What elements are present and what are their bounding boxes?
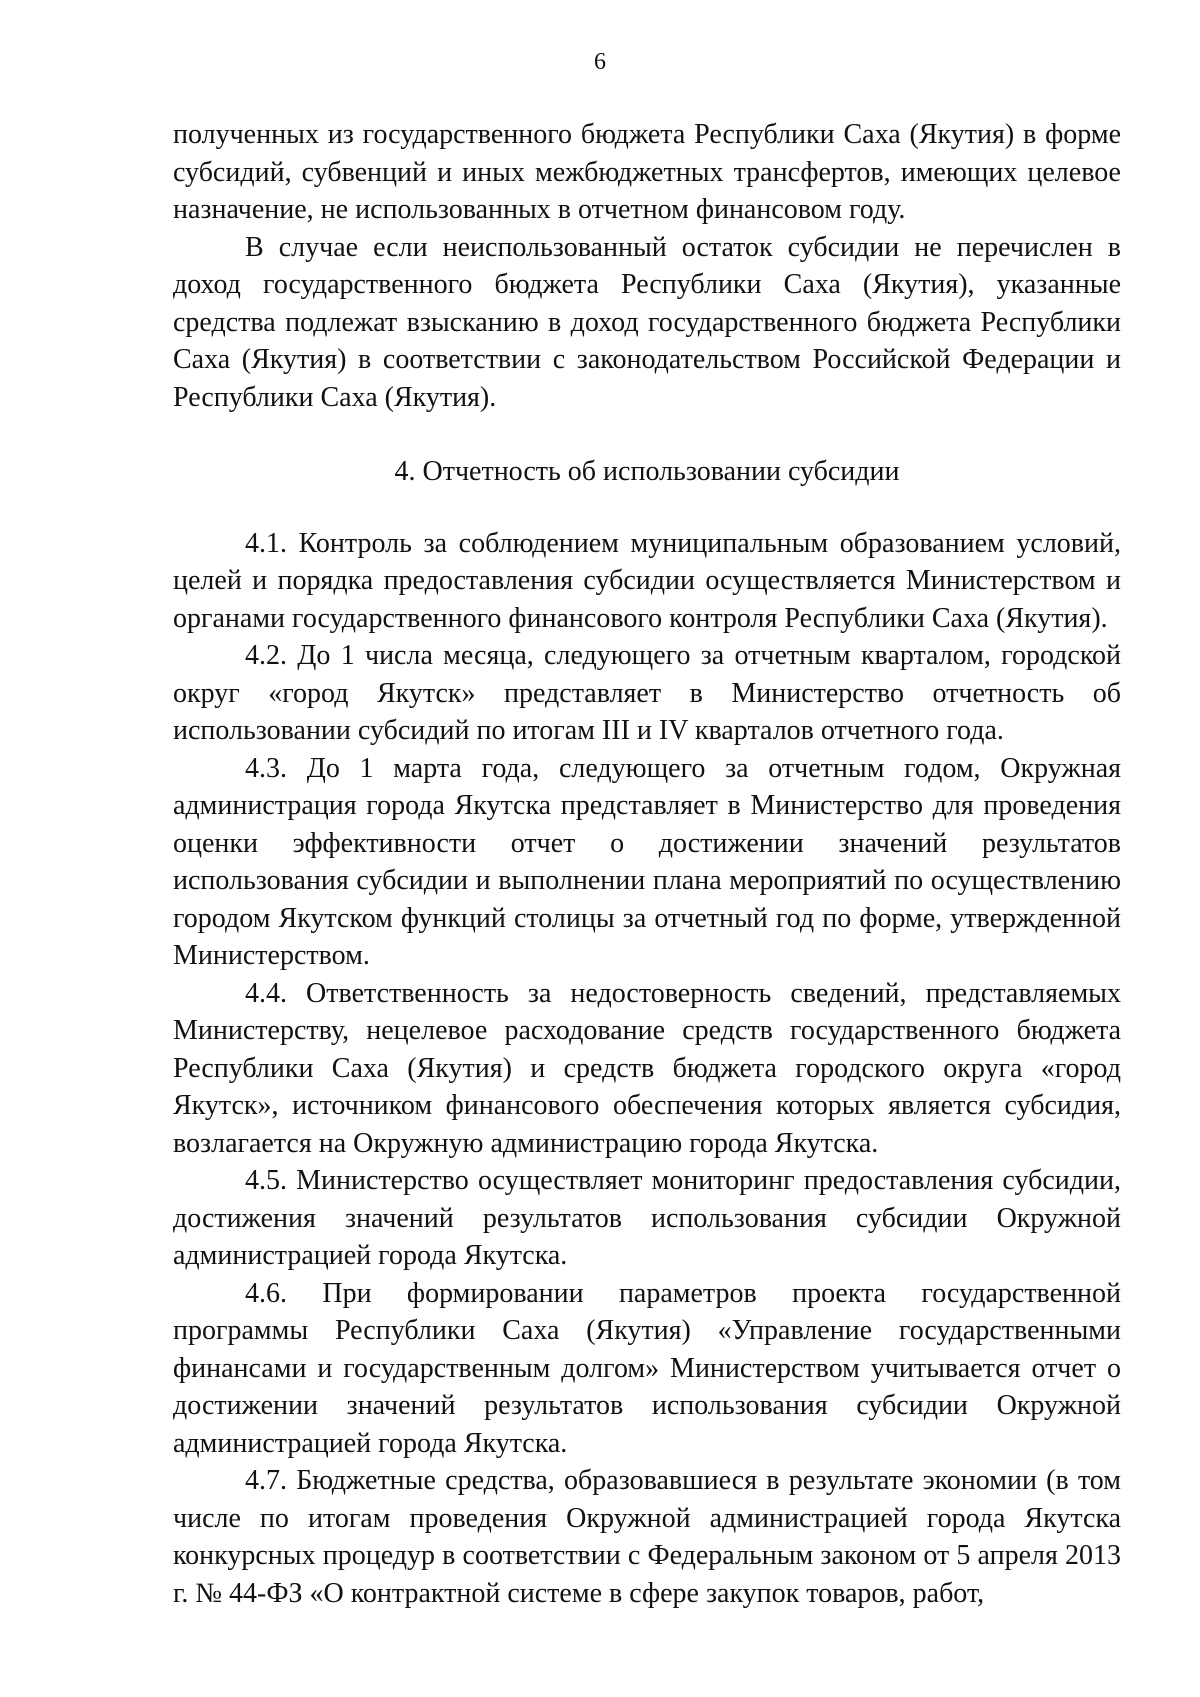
page-number: 6	[594, 49, 606, 75]
clause-4-4: 4.4. Ответственность за недостоверность сведений, представляемых Министерству, нецелевое расходование средств государственного бюджета Республики Саха (Якутия) и средств бюджета городского округа «город Якутск», источником финансового обеспечения которых является субсидия, возлагается на Окружную администрацию города Якутска.	[173, 977, 1121, 1159]
section-title: 4. Отчетность об использовании субсидии	[394, 456, 900, 487]
clause-4-6: 4.6. При формировании параметров проекта государственной программы Республики Саха (Якутия) «Управление государственными финансами и государственным долгом» Министерством учитывается отчет о достижении значений результатов использования субсидии Окружной администрацией города Якутска.	[173, 1277, 1121, 1459]
clause-4-7: 4.7. Бюджетные средства, образовавшиеся в результате экономии (в том числе по итогам проведения Окружной администрацией города Якутска конкурсных процедур в соответствии с Федеральным законом от 5 апреля 2013 г. № 44-ФЗ «О контрактной системе в сфере закупок товаров, работ,	[173, 1465, 1121, 1609]
clause-4-1: 4.1. Контроль за соблюдением муниципальным образованием условий, целей и порядка предоставления субсидии осуществляется Министерством и органами государственного финансового контроля Республики Саха (Якутия).	[173, 527, 1121, 634]
paragraph-unused-balance: В случае если неиспользованный остаток субсидии не перечислен в доход государственного бюджета Республики Саха (Якутия), указанные средства подлежат взысканию в доход государственного бюджета Республики Саха (Якутия) в соответствии с законодательством Российской Федерации и Республики Саха (Якутия).	[173, 231, 1121, 413]
clause-4-5: 4.5. Министерство осуществляет мониторинг предоставления субсидии, достижения значений результатов использования субсидии Окружной администрацией города Якутска.	[173, 1165, 1121, 1271]
document-body	[173, 116, 1121, 1612]
clause-4-2: 4.2. До 1 числа месяца, следующего за отчетным кварталом, городской округ «город Якутск» представляет в Министерство отчетность об использовании субсидий по итогам III и IV кварталов отчетного года.	[173, 640, 1121, 746]
paragraph-continuation: полученных из государственного бюджета Республики Саха (Якутия) в форме субсидий, субвенций и иных межбюджетных трансфертов, имеющих целевое назначение, не использованных в отчетном финансовом году.	[173, 119, 1121, 225]
clause-4-3: 4.3. До 1 марта года, следующего за отчетным годом, Окружная администрация города Якутска представляет в Министерство для проведения оценки эффективности отчет о достижении значений результатов использования субсидии и выполнении плана мероприятий по осуществлению городом Якутском функций столицы за отчетный год по форме, утвержденной Министерством.	[173, 752, 1121, 971]
